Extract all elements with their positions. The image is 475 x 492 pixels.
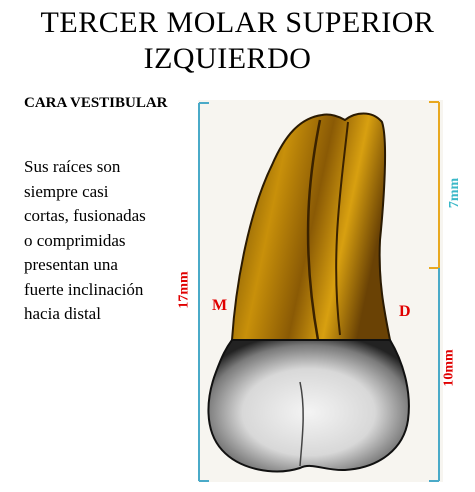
description-line: o comprimidas: [24, 230, 126, 250]
measurement-crown: 10mm: [441, 349, 457, 387]
mesial-label: M: [212, 297, 228, 314]
tooth-crown: [208, 340, 408, 471]
view-subtitle: CARA VESTIBULAR: [24, 95, 168, 111]
description-line: Sus raíces son: [24, 157, 121, 176]
measurement-total: 17mm: [176, 271, 192, 309]
description-line: siempre casi: [24, 181, 109, 201]
title-line-1: TERCER MOLAR SUPERIOR: [40, 6, 435, 39]
description-line: presentan una: [24, 255, 118, 274]
title-line-2: IZQUIERDO: [143, 42, 312, 75]
description-line: hacia distal: [24, 304, 101, 323]
measurement-root: 7mm: [447, 177, 463, 209]
distal-label: D: [399, 303, 411, 320]
description-line: cortas, fusionadas: [24, 206, 146, 225]
description-line: fuerte inclinación: [24, 279, 144, 299]
